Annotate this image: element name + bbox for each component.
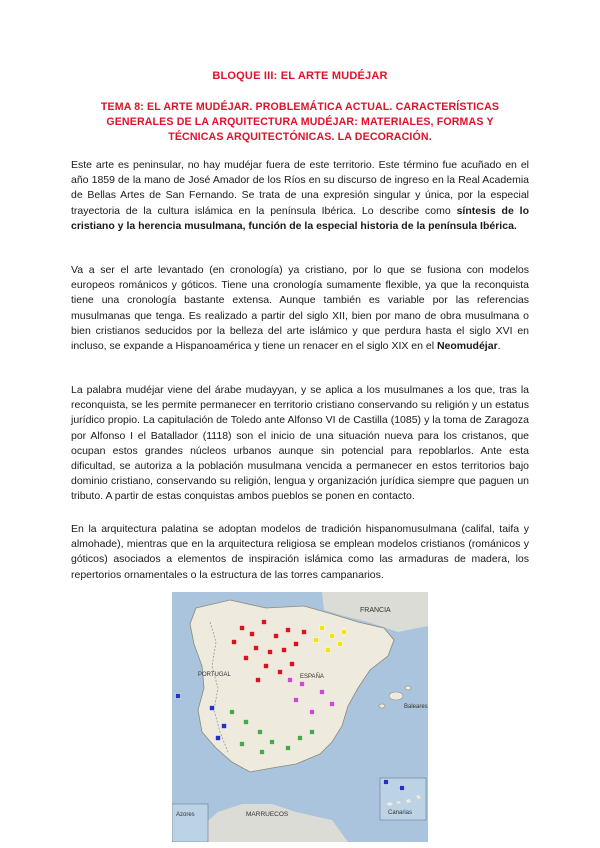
map-marker (216, 736, 221, 741)
map-marker (222, 724, 227, 729)
map-marker (314, 638, 319, 643)
map-label-marruecos: MARRUECOS (246, 811, 289, 818)
mudejar-map (172, 592, 428, 842)
map-marker (310, 710, 315, 715)
map-marker (232, 640, 237, 645)
map-marker (278, 670, 283, 675)
map-label-baleares: Baleares (404, 704, 428, 710)
map-label-canarias: Canarias (388, 810, 413, 816)
map-marker (290, 662, 295, 667)
paragraph-bold-text: Neomudéjar (436, 340, 498, 353)
map-label-espana: ESPAÑA (300, 674, 324, 680)
map-marker (256, 678, 261, 683)
paragraph-intro (71, 158, 529, 234)
map-mallorca (389, 692, 403, 700)
map-marker (320, 626, 325, 631)
map-marker (400, 786, 405, 791)
map-label-portugal: PORTUGAL (198, 672, 231, 678)
map-marker (262, 620, 267, 625)
topic-title (90, 100, 510, 145)
map-marker (338, 642, 343, 647)
map-label-francia: FRANCIA (360, 607, 391, 614)
map-ibiza (379, 704, 385, 708)
map-marker (286, 628, 291, 633)
map-azores-inset (172, 804, 208, 842)
map-marker (244, 720, 249, 725)
map-marker (300, 682, 305, 687)
map-marker (294, 642, 299, 647)
paragraph-bold-text: síntesis de lo cristiano y la herencia musulmana, función de la especial historia de la península Ibérica. (71, 204, 529, 232)
paragraph-text: Este arte es peninsular, no hay mudéjar fuera de este territorio. Este término fue acuñado en el año 1859 de la mano de José Amador de los Ríos en su discurso de ingreso en la Real Academia de Bellas Artes de San Fernando. Se trata de una expresión singular y única, por la especial trayectoria de la cultura islámica en la península Ibérica. Lo describe como (71, 159, 529, 217)
map-marker (176, 694, 181, 699)
block-title: BLOQUE III: EL ARTE MUDÉJAR (212, 70, 388, 82)
map-marker (254, 646, 259, 651)
map-marker (384, 780, 389, 785)
map-marker (244, 656, 249, 661)
map-marker (326, 648, 331, 653)
map-marker (302, 630, 307, 635)
map-marker (274, 634, 279, 639)
map-marker (270, 740, 275, 745)
map-marker (330, 702, 335, 707)
topic-title-line: TEMA 8: EL ARTE MUDÉJAR. PROBLEMÁTICA ACTUAL. CARACTERÍSTICAS (100, 101, 500, 113)
map-marker (264, 664, 269, 669)
map-marker (342, 630, 347, 635)
map-marker (310, 730, 315, 735)
map-marker (268, 650, 273, 655)
map-marker (294, 698, 299, 703)
map-marker (286, 746, 291, 751)
paragraph-text: Va a ser el arte levantado (en cronología) ya cristiano, por lo que se fusiona con modelos europeos románicos y góticos. Tiene una cronología sumamente flexible, ya que la reconquista tiene una cronología bastante extensa. Aunque también es variable por las referencias musulmanas que tenga. Es realizado a partir del siglo XII, bien por mano de obra musulmana o bien cristianos seducidos por la belleza del arte islámico y que perdura hasta el siglo XVI en incluso, se expande a Hispanoamérica y tiene un renacer en el siglo XIX en el (71, 264, 529, 353)
map-marker (320, 690, 325, 695)
map-marker (298, 736, 303, 741)
map-marker (282, 648, 287, 653)
paragraph-etymology: La palabra mudéjar viene del árabe mudayyan, y se aplica a los musulmanes a los que, tras la reconquista, se les permite permanecer en territorio cristiano conservando su religión y un estatus jurídico propio. La capitulación de Toledo ante Alfonso VI de Castilla (1085) y la toma de Zaragoza por Alfonso I el Batallador (1118) son el inicio de una situación nueva para los cristanos, que ocupan estos grandes núcleos urbanos aunque sin potencial para repoblarlos. Ante esta dificultad, se autoriza a la población musulmana vencida a permanecer en estos territorios bajo dominio cristiano, conservando su religión, lengua y organización jurídica siempre que paguen un tributo. A partir de estas conquistas ambos pueblos se ponen en contacto. (71, 384, 529, 503)
map-marker (240, 742, 245, 747)
paragraph-end: . (497, 340, 501, 353)
map-marker (260, 750, 265, 755)
paragraph-architecture: En la arquitectura palatina se adoptan modelos de tradición hispanomusulmana (califal, taifa y almohade), mientras que en la arquitectura religiosa se emplean modelos cristianos (románicos y góticos) asociados a elementos de inspiración islámica como las armaduras de madera, los repertorios ornamentales o la estructura de las torres campanarios. (71, 523, 529, 581)
map-marker (258, 730, 263, 735)
map-marker (240, 626, 245, 631)
map-marker (330, 634, 335, 639)
map-marker (250, 632, 255, 637)
topic-title-line: GENERALES DE LA ARQUITECTURA MUDÉJAR: MATERIALES, FORMAS Y (106, 116, 494, 128)
map-menorca (405, 686, 411, 690)
map-marker (230, 710, 235, 715)
map-marker (210, 706, 215, 711)
map-marker (288, 678, 293, 683)
map-label-azores: Azores (176, 812, 195, 818)
paragraph-chronology (71, 263, 529, 354)
topic-title-line: TÉCNICAS ARQUITECTÓNICAS. LA DECORACIÓN. (168, 131, 432, 143)
